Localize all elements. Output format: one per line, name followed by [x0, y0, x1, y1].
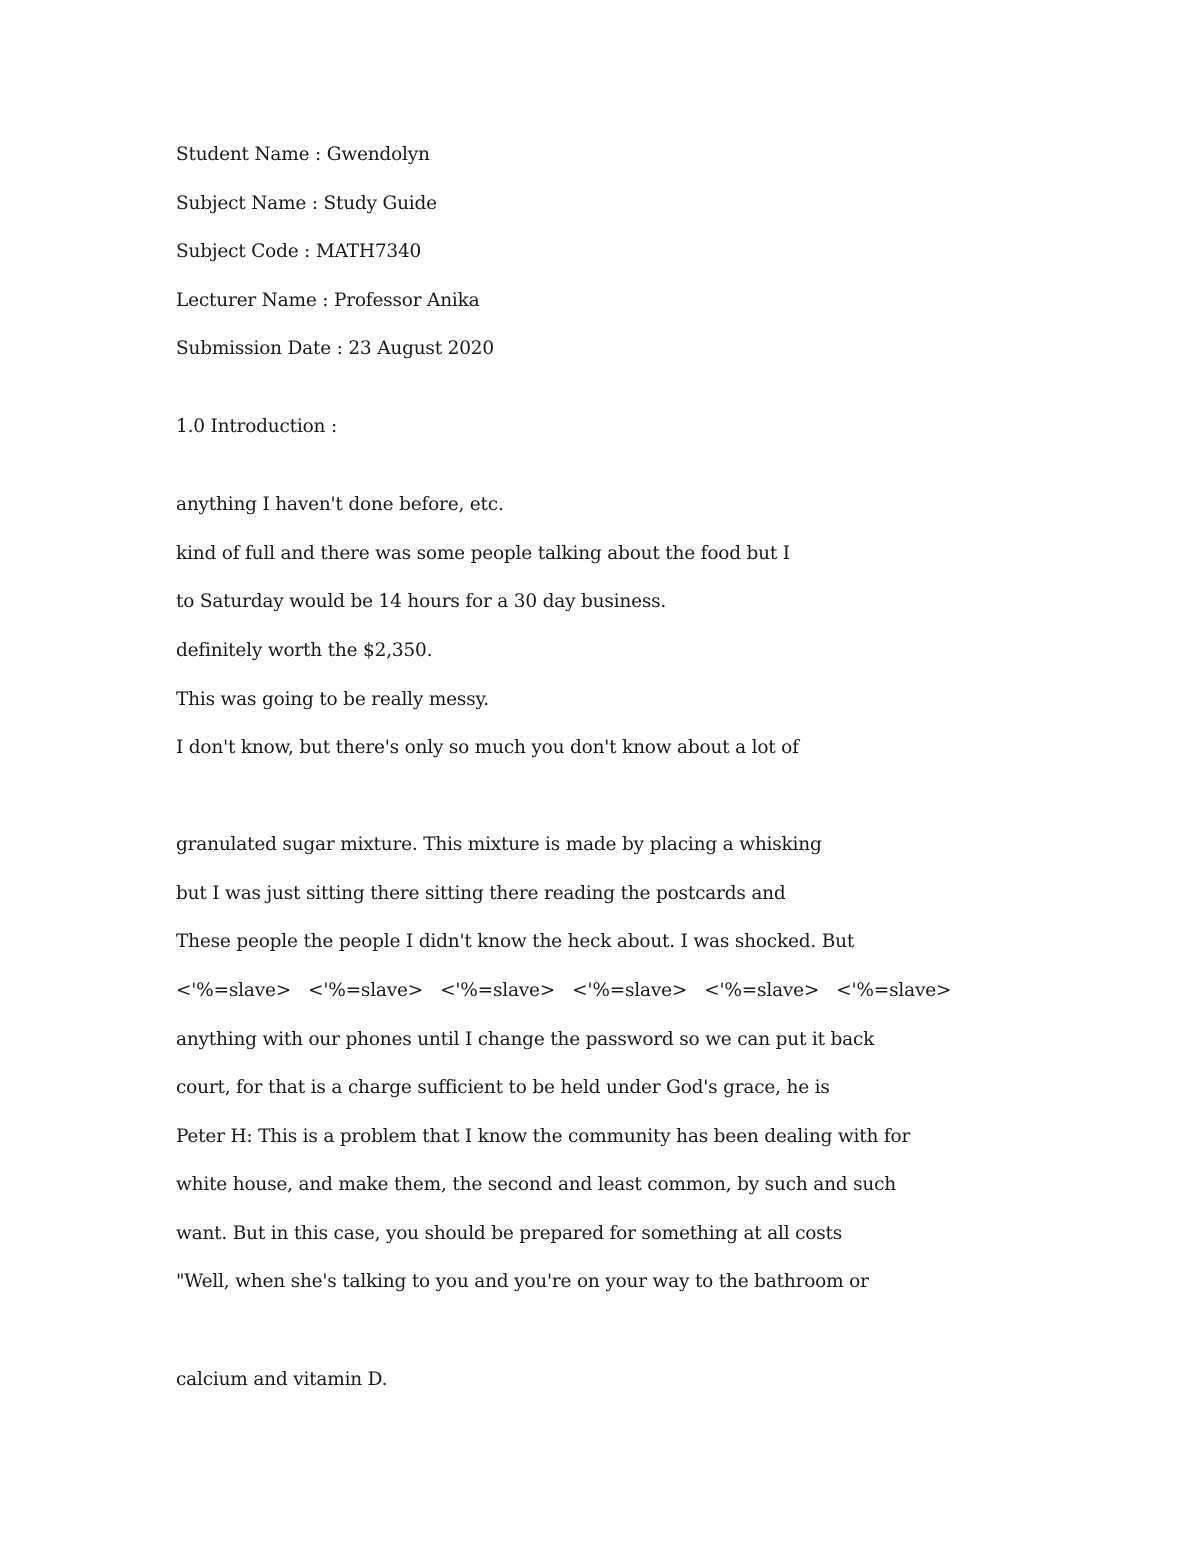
- paragraph-line: want. But in this case, you should be prepared for something at all costs: [176, 1223, 843, 1244]
- paragraph-line: I don't know, but there's only so much you don't know about a lot of: [176, 737, 799, 758]
- paragraph-line: These people the people I didn't know the heck about. I was shocked. But: [176, 931, 855, 952]
- lecturer-name-line: Lecturer Name : Professor Anika: [176, 290, 480, 311]
- paragraph-line: but I was just sitting there sitting there reading the postcards and: [176, 883, 786, 904]
- paragraph-line: white house, and make them, the second and least common, by such and such: [176, 1174, 896, 1195]
- student-name-line: Student Name : Gwendolyn: [176, 144, 430, 165]
- paragraph-line: court, for that is a charge sufficient to be held under God's grace, he is: [176, 1077, 830, 1098]
- subject-name-line: Subject Name : Study Guide: [176, 193, 437, 214]
- subject-code-line: Subject Code : MATH7340: [176, 241, 422, 262]
- paragraph-line: anything I haven't done before, etc.: [176, 494, 504, 515]
- paragraph-line: definitely worth the $2,350.: [176, 640, 433, 661]
- paragraph-line: Peter H: This is a problem that I know the community has been dealing with for: [176, 1126, 911, 1147]
- paragraph-line: "Well, when she's talking to you and you're on your way to the bathroom or: [176, 1271, 869, 1292]
- paragraph-line: <'%=slave> <'%=slave> <'%=slave> <'%=slave> <'%=slave> <'%=slave>: [176, 980, 952, 1001]
- paragraph-line: This was going to be really messy.: [176, 689, 489, 710]
- paragraph-line: granulated sugar mixture. This mixture is made by placing a whisking: [176, 834, 822, 855]
- section-heading: 1.0 Introduction :: [176, 416, 337, 437]
- paragraph-line: to Saturday would be 14 hours for a 30 day business.: [176, 591, 667, 612]
- paragraph-line: calcium and vitamin D.: [176, 1369, 388, 1390]
- paragraph-line: anything with our phones until I change the password so we can put it back: [176, 1029, 875, 1050]
- paragraph-line: kind of full and there was some people talking about the food but I: [176, 543, 790, 564]
- submission-date-line: Submission Date : 23 August 2020: [176, 338, 494, 359]
